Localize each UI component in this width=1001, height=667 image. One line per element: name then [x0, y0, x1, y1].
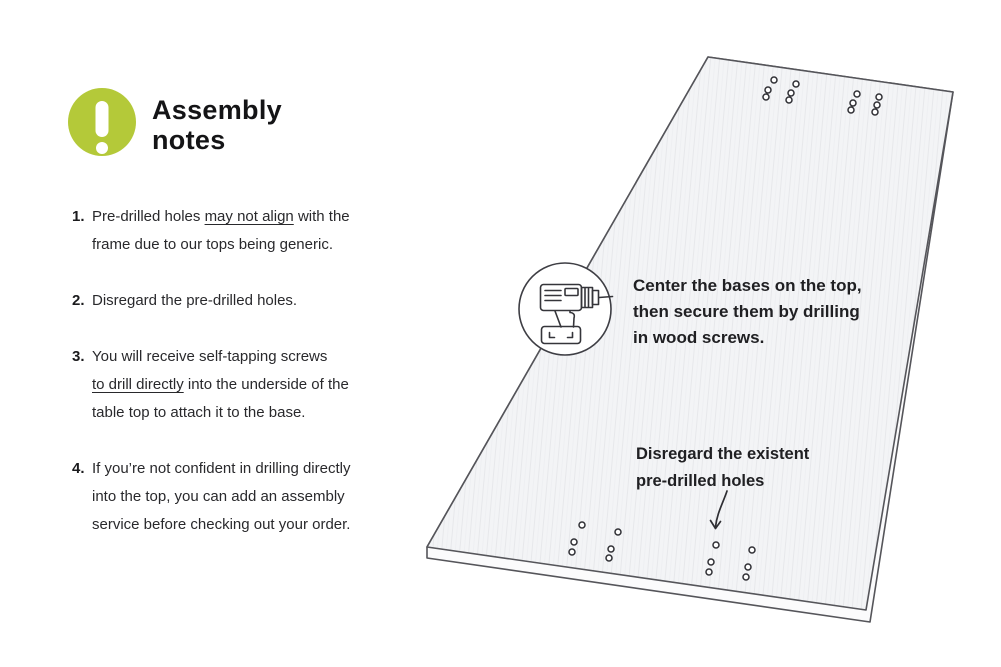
note-line: into the top, you can add an assembly: [92, 488, 345, 505]
note-number: 2.: [72, 292, 85, 309]
note-line: Pre-drilled holes may not align with the: [92, 208, 350, 225]
note-line: frame due to our tops being generic.: [92, 236, 333, 253]
drill-instruction-note: [633, 273, 883, 351]
note-number: 4.: [72, 460, 85, 477]
drill-note-line2: then secure them by drilling: [633, 302, 860, 321]
drill-badge: [519, 263, 613, 355]
disregard-holes-note: [636, 441, 866, 495]
drill-note-line1: Center the bases on the top,: [633, 276, 862, 295]
holes-note-line2: pre-drilled holes: [636, 472, 765, 490]
note-line: If you’re not confident in drilling directly: [92, 460, 351, 477]
page-title-line2: notes: [152, 125, 226, 155]
note-line: service before checking out your order.: [92, 516, 351, 533]
note-number: 3.: [72, 348, 85, 365]
note-number: 1.: [72, 208, 85, 225]
page-title-line1: Assembly: [152, 95, 282, 125]
note-line: Disregard the pre-drilled holes.: [92, 292, 298, 309]
note-line: You will receive self-tapping screws: [92, 348, 328, 365]
holes-note-line1: Disregard the existent: [636, 445, 810, 463]
drill-note-line3: in wood screws.: [633, 328, 765, 347]
note-line: table top to attach it to the base.: [92, 404, 306, 421]
note-line: to drill directly into the underside of the: [92, 376, 349, 393]
